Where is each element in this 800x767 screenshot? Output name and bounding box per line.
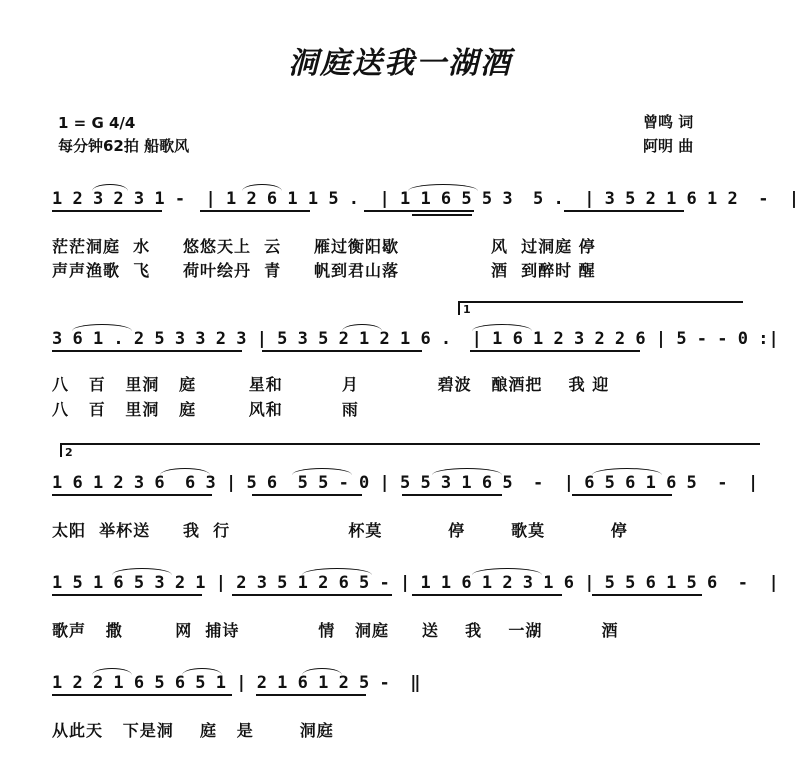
key-time-signature: 1 = G 4/4 xyxy=(58,114,136,132)
lyric-verse-2: 声声渔歌 飞 荷叶绘丹 青 帆到君山落 酒 到醉时 醒 xyxy=(52,261,596,280)
page-title: 洞庭送我一湖酒 xyxy=(288,46,512,81)
score-system-3 xyxy=(52,472,759,508)
tempo-style: 每分钟62拍 船歌风 xyxy=(58,137,190,155)
lyricist-credit: 曾鸣 词 xyxy=(643,113,694,131)
volta-1-bracket xyxy=(458,301,743,315)
lyric-verse-1: 茫茫洞庭 水 悠悠天上 云 雁过衡阳歇 风 过洞庭 停 xyxy=(52,237,596,256)
volta-2-bracket xyxy=(60,443,760,457)
score-system-5 xyxy=(52,672,752,708)
lyric-verse-1: 歌声 撒 网 捕诗 情 洞庭 送 我 一湖 酒 xyxy=(52,621,619,640)
score-system-1 xyxy=(52,188,800,224)
notation-line: 1 5 1 6 5 3 2 1 | 2 3 5 1 2 6 5 - | 1 1 6 1 2 3 1 6 | 5 5 6 1 5 6 - | xyxy=(52,573,779,593)
notation-line: 1 6 1 2 3 6 6 3 | 5 6 5 5 - 0 | 5 5 3 1 6 5 - | 6 5 6 1 6 5 - | xyxy=(52,473,759,493)
score-system-2 xyxy=(52,328,779,364)
composer-credit: 阿明 曲 xyxy=(643,137,694,155)
notation-line: 1 2 2 1 6 5 6 5 1 | 2 1 6 1 2 5 - ‖ xyxy=(52,673,421,693)
volta-2-number: 2 xyxy=(65,446,73,459)
lyric-verse-1: 八 百 里洞 庭 星和 月 碧波 酿酒把 我 迎 xyxy=(52,375,610,394)
lyric-verse-2: 八 百 里洞 庭 风和 雨 xyxy=(52,400,359,419)
score-system-4 xyxy=(52,572,779,608)
lyric-verse-1: 太阳 举杯送 我 行 杯莫 停 歌莫 停 xyxy=(52,521,628,540)
volta-1-number: 1 xyxy=(463,303,471,316)
notation-line: 1 2 3 2 3 1 - | 1 2 6 1 1 5 . | 1 1 6 5 5 3 5 . | 3 5 2 1 6 1 2 - | xyxy=(52,189,800,209)
lyric-verse-1: 从此天 下是洞 庭 是 洞庭 xyxy=(52,721,334,740)
notation-line: 3 6 1 . 2 5 3 3 2 3 | 5 3 5 2 1 2 1 6 . | 1 6 1 2 3 2 2 6 | 5 - - 0 :| xyxy=(52,329,779,349)
